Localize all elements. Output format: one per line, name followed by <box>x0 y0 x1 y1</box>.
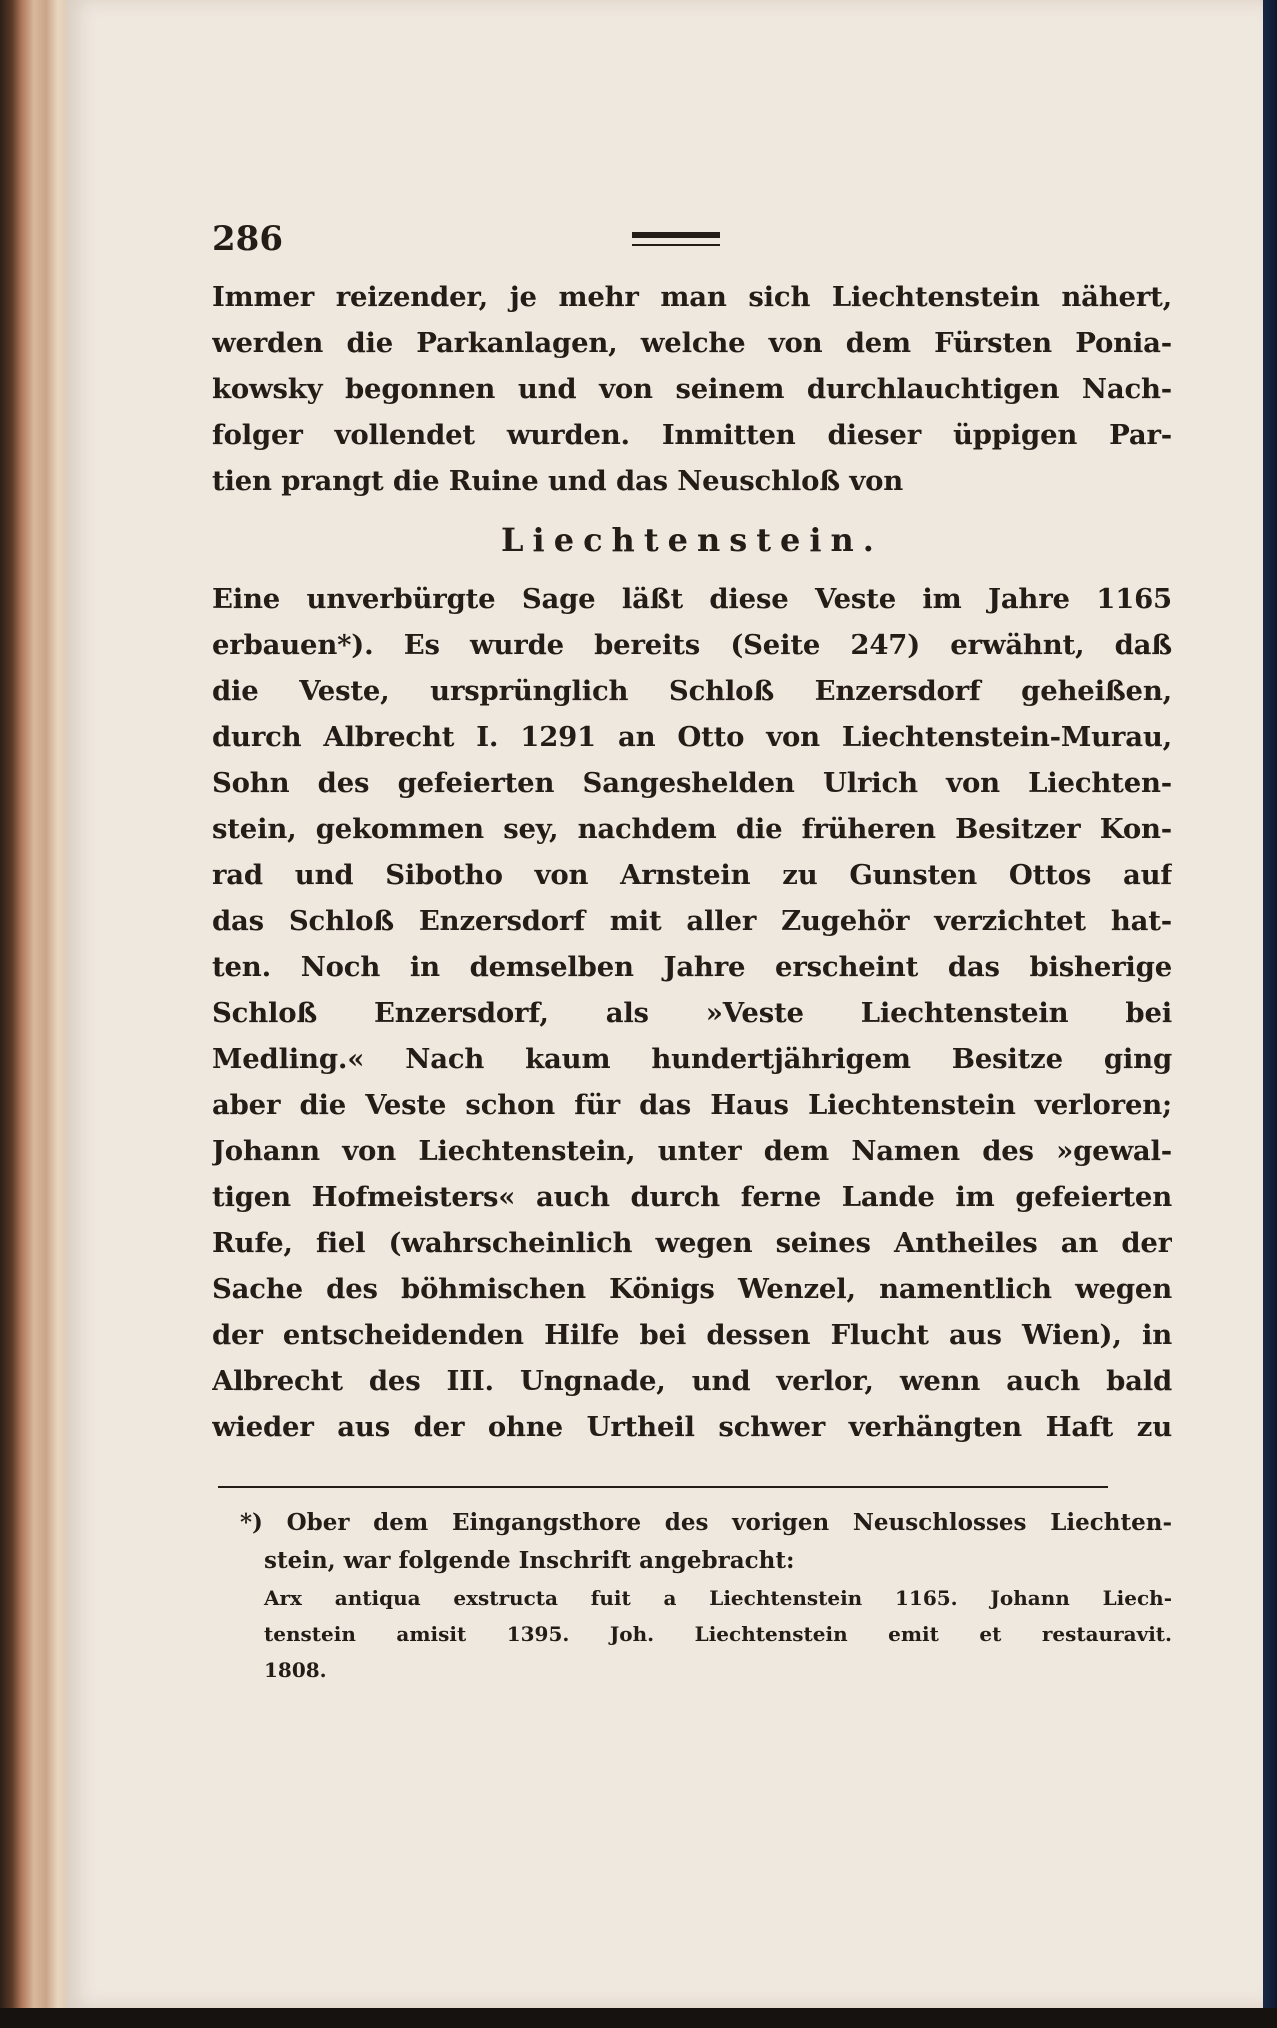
text-line: tigen Hofmeisters« auch durch ferne Lande im gefeierten <box>212 1181 1172 1213</box>
book-cover-edge <box>1263 0 1277 2028</box>
footnote-line: stein, war folgende Inschrift angebracht: <box>264 1547 795 1574</box>
page-text <box>212 210 1172 1688</box>
book-spine-edge <box>0 0 70 2028</box>
text-line: rad und Sibotho von Arnstein zu Gunsten Ottos auf <box>212 859 1172 891</box>
text-line: Immer reizender, je mehr man sich Liechtenstein nähert, <box>212 281 1172 313</box>
footnote-inscription-line: 1808. <box>264 1658 327 1682</box>
text-line: erbauen*). Es wurde bereits (Seite 247) erwähnt, daß <box>212 629 1172 661</box>
text-line: Schloß Enzersdorf, als »Veste Liechtenstein bei <box>212 997 1172 1029</box>
text-line: durch Albrecht I. 1291 an Otto von Liechtenstein-Murau, <box>212 721 1172 753</box>
text-line: Albrecht des III. Ungnade, und verlor, wenn auch bald <box>212 1365 1172 1397</box>
footnote-inscription-line: tenstein amisit 1395. Joh. Liechtenstein emit et restauravit. <box>264 1622 1172 1646</box>
text-line: Sohn des gefeierten Sangeshelden Ulrich von Liechten- <box>212 767 1172 799</box>
text-line: Eine unverbürgte Sage läßt diese Veste im Jahre 1165 <box>212 583 1172 615</box>
text-line: der entscheidenden Hilfe bei dessen Flucht aus Wien), in <box>212 1319 1172 1351</box>
text-line: werden die Parkanlagen, welche von dem Fürsten Ponia- <box>212 327 1172 359</box>
text-line: Medling.« Nach kaum hundertjährigem Besitze ging <box>212 1043 1172 1075</box>
text-line: tien prangt die Ruine und das Neuschloß von <box>212 465 904 497</box>
text-line: ten. Noch in demselben Jahre erscheint das bisherige <box>212 951 1172 983</box>
footnote-rule <box>218 1486 1108 1488</box>
text-line: folger vollendet wurden. Inmitten dieser üppigen Par- <box>212 419 1172 451</box>
text-line: Johann von Liechtenstein, unter dem Namen des »gewal- <box>212 1135 1172 1167</box>
footnote-inscription-line: Arx antiqua exstructa fuit a Liechtenstein 1165. Johann Liech- <box>264 1586 1172 1610</box>
text-line: wieder aus der ohne Urtheil schwer verhängten Haft zu <box>212 1411 1172 1443</box>
footnote-line: *) Ober dem Eingangsthore des vorigen Neuschlosses Liechten- <box>240 1509 1172 1536</box>
text-line: Rufe, fiel (wahrscheinlich wegen seines Antheiles an der <box>212 1227 1172 1259</box>
text-line: Sache des böhmischen Königs Wenzel, namentlich wegen <box>212 1273 1172 1305</box>
text-line: stein, gekommen sey, nachdem die früheren Besitzer Kon- <box>212 813 1172 845</box>
section-heading: Liechtenstein. <box>501 521 883 559</box>
text-line: die Veste, ursprünglich Schloß Enzersdorf geheißen, <box>212 675 1172 707</box>
text-line: aber die Veste schon für das Haus Liechtenstein verloren; <box>212 1089 1172 1121</box>
page-number: 286 <box>212 219 283 259</box>
header-ornament-rule <box>632 232 720 246</box>
text-line: kowsky begonnen und von seinem durchlauchtigen Nach- <box>212 373 1172 405</box>
running-header <box>212 210 1172 268</box>
scan-bottom-border <box>0 2008 1277 2028</box>
text-line: das Schloß Enzersdorf mit aller Zugehör verzichtet hat- <box>212 905 1172 937</box>
